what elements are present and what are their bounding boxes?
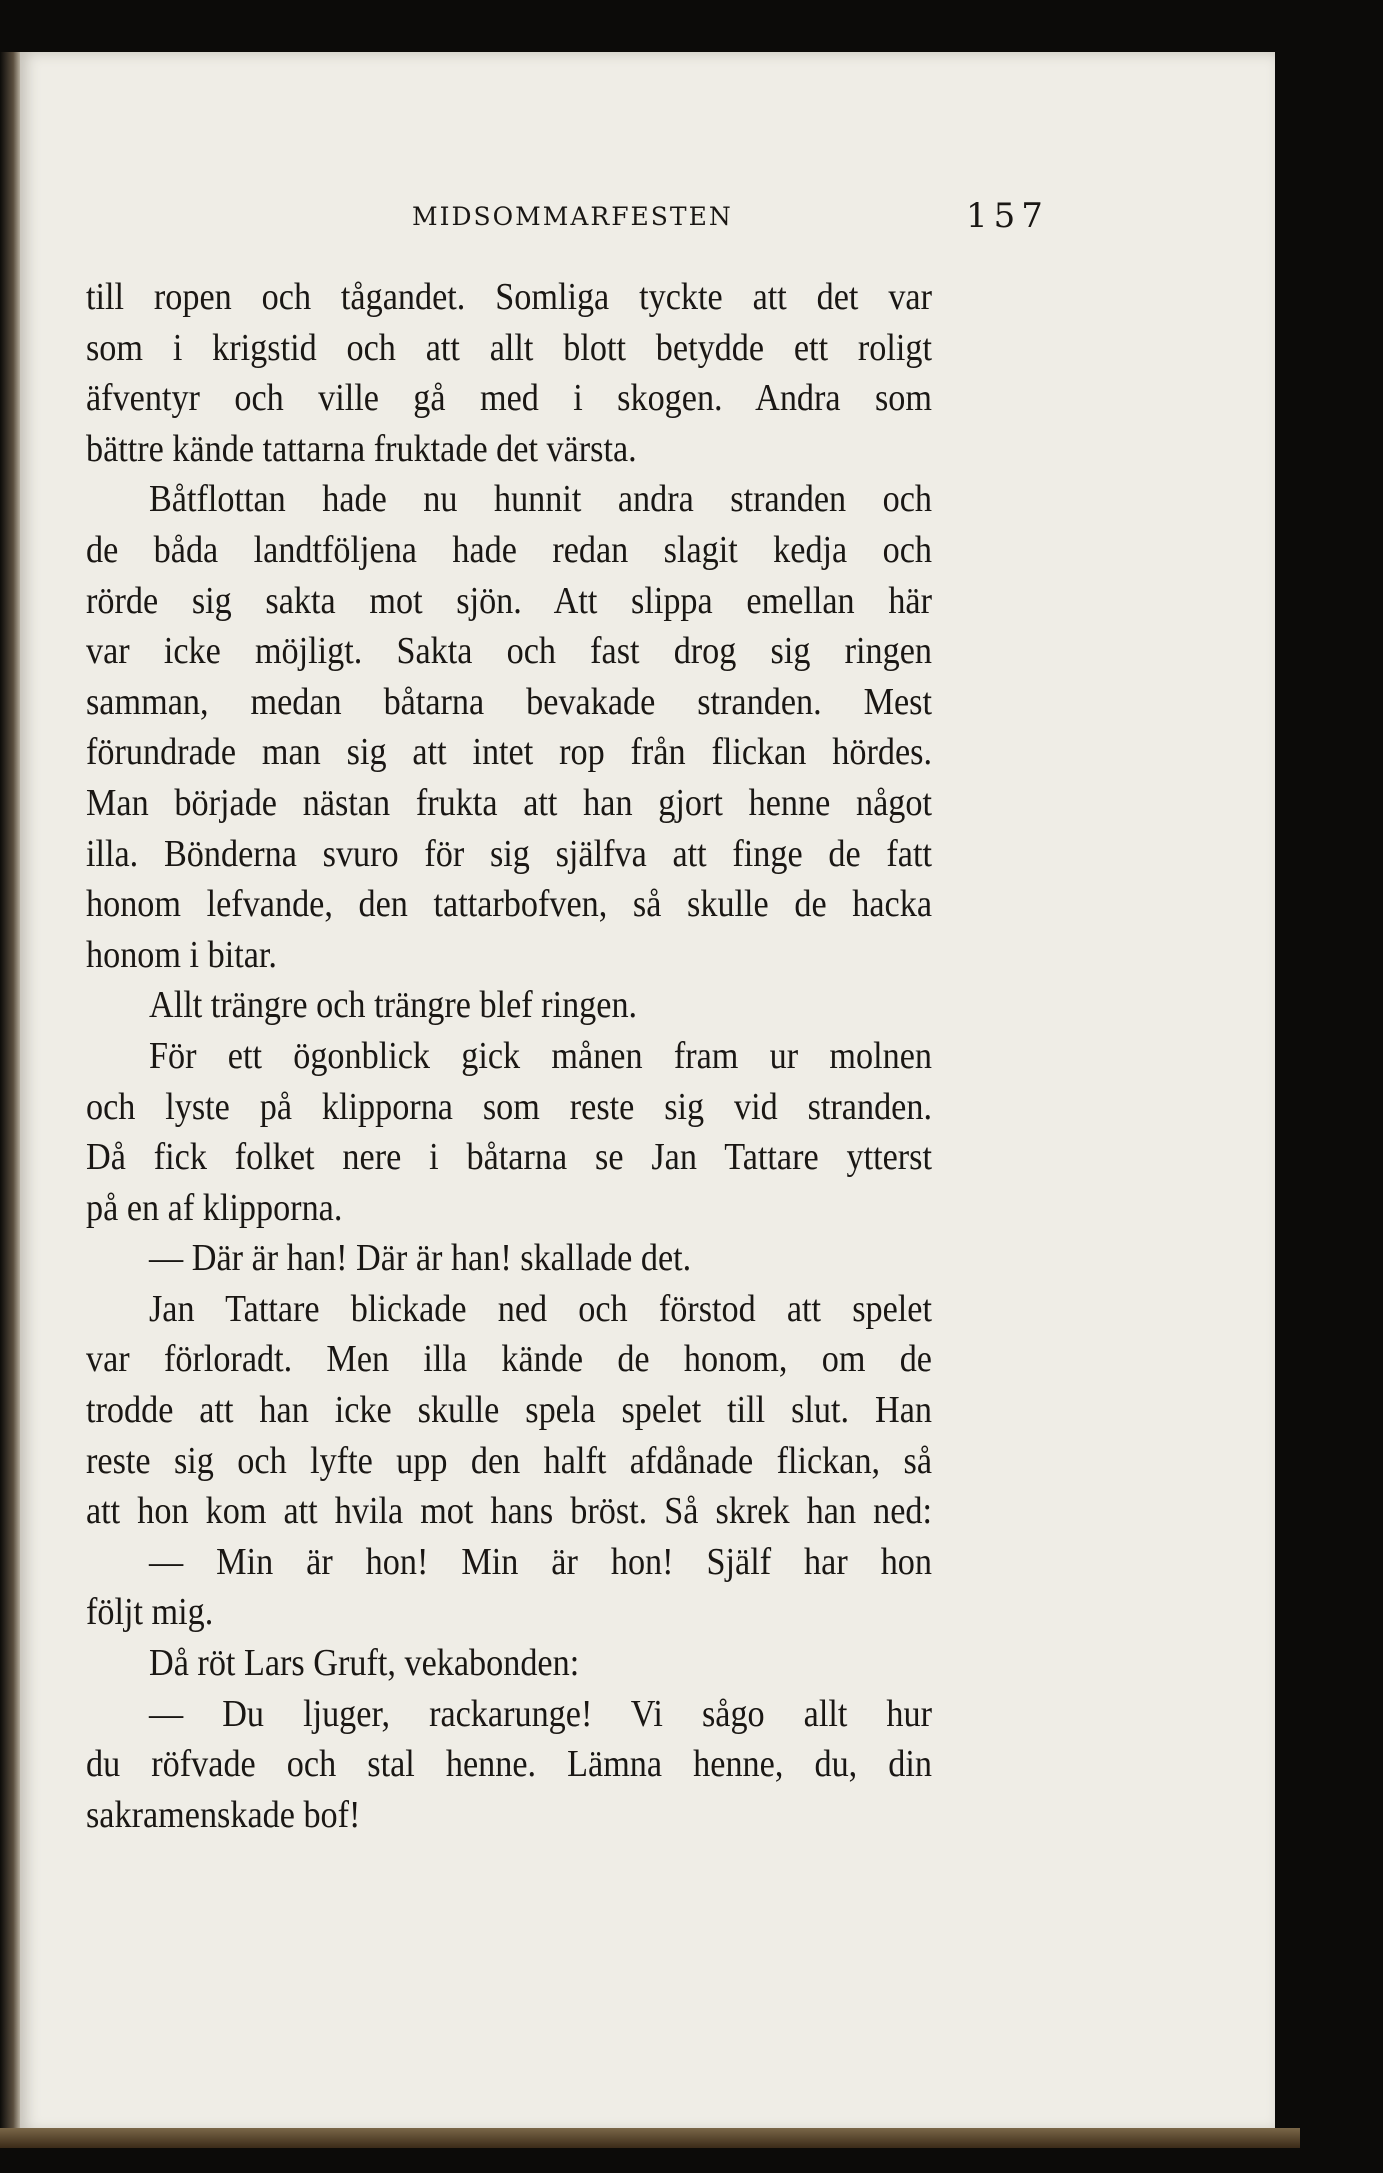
text-line: Man började nästan frukta att han gjort henne något <box>86 781 932 824</box>
book-spine-shadow <box>0 52 22 2132</box>
text-line: bättre kände tattarna fruktade det värsta. <box>86 427 637 470</box>
text-line: Jan Tattare blickade ned och förstod att spelet <box>149 1287 932 1330</box>
text-line: — Du ljuger, rackarunge! Vi sågo allt hur <box>149 1692 932 1735</box>
text-line: på en af klipporna. <box>86 1186 343 1229</box>
text-line: illa. Bönderna svuro för sig själfva att finge de fatt <box>86 832 932 875</box>
page-number: 157 <box>966 196 1049 236</box>
text-line: trodde att han icke skulle spela spelet till slut. Han <box>86 1389 932 1432</box>
text-line: som i krigstid och att allt blott betydde ett roligt <box>86 326 932 369</box>
text-line: och lyste på klipporna som reste sig vid stranden. <box>86 1085 932 1128</box>
text-line: Allt trängre och trängre blef ringen. <box>149 984 638 1027</box>
running-title: MIDSOMMARFESTEN <box>412 202 733 231</box>
body-text <box>86 272 932 1840</box>
text-line: Då röt Lars Gruft, vekabonden: <box>149 1642 580 1685</box>
text-line: följt mig. <box>86 1591 214 1634</box>
text-line: till ropen och tågandet. Somliga tyckte att det var <box>86 276 932 318</box>
text-line: samman, medan båtarna bevakade stranden. Mest <box>86 680 932 723</box>
text-line: Då fick folket nere i båtarna se Jan Tattare ytterst <box>86 1136 932 1179</box>
text-line: de båda landtföljena hade redan slagit kedja och <box>86 528 932 571</box>
text-line: att hon kom att hvila mot hans bröst. Så skrek han ned: <box>86 1490 932 1533</box>
text-line: var icke möjligt. Sakta och fast drog sig ringen <box>86 630 932 673</box>
text-line: — Min är hon! Min är hon! Själf har hon <box>149 1540 932 1583</box>
text-line: honom lefvande, den tattarbofven, så skulle de hacka <box>86 883 932 926</box>
text-line: var förloradt. Men illa kände de honom, om de <box>86 1338 932 1381</box>
text-line: reste sig och lyfte upp den halft afdånade flickan, så <box>86 1439 932 1482</box>
text-line: sakramenskade bof! <box>86 1793 361 1836</box>
text-line: honom i bitar. <box>86 933 277 976</box>
text-line: förundrade man sig att intet rop från flickan hördes. <box>86 731 932 774</box>
text-line: du röfvade och stal henne. Lämna henne, du, din <box>86 1743 932 1786</box>
text-line: — Där är han! Där är han! skallade det. <box>149 1237 692 1280</box>
text-line: För ett ögonblick gick månen fram ur molnen <box>149 1034 932 1077</box>
text-line: rörde sig sakta mot sjön. Att slippa emellan här <box>86 579 932 622</box>
page-bottom-edge <box>0 2128 1300 2148</box>
page-header <box>0 196 1383 246</box>
text-line: äfventyr och ville gå med i skogen. Andra som <box>86 377 932 420</box>
text-line: Båtflottan hade nu hunnit andra stranden och <box>149 478 932 521</box>
